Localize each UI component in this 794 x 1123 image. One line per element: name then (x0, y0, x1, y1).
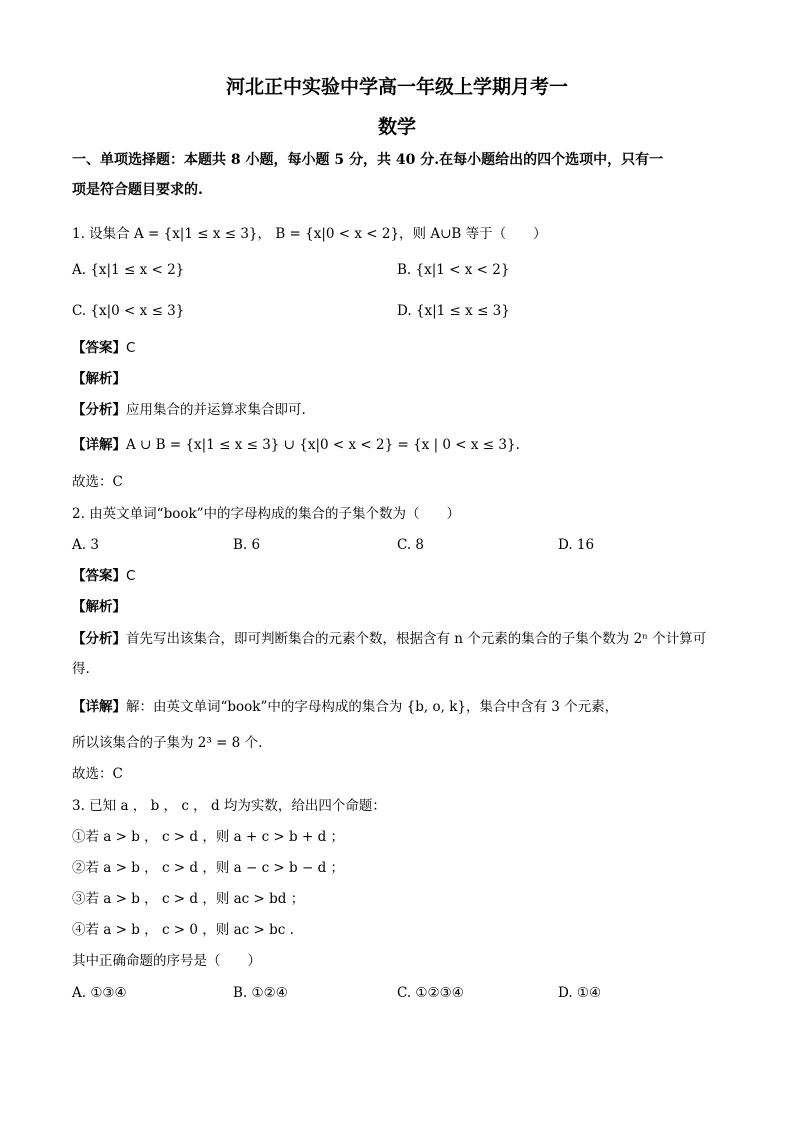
q1-xiangjie-text: A ∪ B = {x|1 ≤ x ≤ 3} ∪ {x|0 < x < 2} = {x | 0 < x ≤ 3}. (126, 437, 520, 453)
section-heading-line2: 项是符合题目要求的. (72, 182, 203, 198)
q1-xiangjie-label: 【详解】 (72, 437, 126, 453)
q3-prop-2: ②若 a > b ， c > d ，则 a − c > b − d ； (72, 860, 345, 876)
q1-answer-value: C (126, 340, 136, 356)
q1-xiangjie-row (72, 435, 520, 455)
q1-choice: 故选：C (72, 474, 123, 490)
q2-answer-label: 【答案】 (72, 568, 126, 584)
q2-option-d: D. 16 (558, 537, 595, 553)
q3-question: 其中正确命题的序号是（ ） (72, 953, 261, 969)
q2-answer-value: C (126, 568, 136, 584)
q2-xiangjie-line2: 所以该集合的子集为 2³ = 8 个. (72, 735, 263, 751)
q2-xiangjie-row (72, 697, 618, 717)
q3-option-c: C. ①②③④ (397, 985, 464, 1001)
q1-analysis-label: 【解析】 (72, 371, 126, 387)
q1-fenxi-text: 应用集合的并运算求集合即可. (126, 402, 306, 418)
q2-option-b: B. 6 (233, 537, 261, 553)
q3-prop-4: ④若 a > b ， c > 0 ，则 ac > bc . (72, 922, 294, 938)
q2-fenxi-label: 【分析】 (72, 631, 126, 647)
q3-prop-3: ③若 a > b ， c > d ，则 ac > bd ； (72, 891, 305, 907)
q3-prop-1: ①若 a > b ， c > d ，则 a + c > b + d ； (72, 829, 345, 845)
q2-fenxi-line2: 得. (72, 661, 90, 677)
q3-option-b: B. ①②④ (233, 985, 288, 1001)
q1-answer-label: 【答案】 (72, 340, 126, 356)
q2-answer-row (72, 566, 135, 586)
q1-fenxi-label: 【分析】 (72, 402, 126, 418)
q1-option-c: C. {x|0 < x ≤ 3} (72, 303, 185, 319)
q2-option-a: A. 3 (72, 537, 99, 553)
q1-option-b: B. {x|1 < x < 2} (397, 262, 510, 278)
q2-option-c: C. 8 (397, 537, 425, 553)
q2-xiangjie-label: 【详解】 (72, 699, 126, 715)
q3-stem: 3. 已知 a ， b ， c ， d 均为实数，给出四个命题： (72, 798, 386, 814)
exam-title: 河北正中实验中学高一年级上学期月考一 (225, 76, 568, 98)
q2-fenxi-row (72, 629, 706, 649)
q2-choice: 故选：C (72, 766, 123, 782)
q2-xiangjie-text: 解：由英文单词“book”中的字母构成的集合为 {b, o, k}，集合中含有 3 个元素， (126, 699, 619, 715)
exam-subject: 数学 (377, 116, 416, 138)
section-heading-line1: 一、单项选择题：本题共 8 小题，每小题 5 分，共 40 分.在每小题给出的四个选项中，只有一 (72, 152, 664, 168)
q1-option-a: A. {x|1 ≤ x < 2} (72, 262, 185, 278)
q2-analysis-label: 【解析】 (72, 599, 126, 615)
q1-option-d: D. {x|1 ≤ x ≤ 3} (397, 303, 510, 319)
q2-fenxi-text: 首先写出该集合，即可判断集合的元素个数，根据含有 n 个元素的集合的子集个数为 2ⁿ 个计算可 (126, 631, 707, 647)
q1-answer-row (72, 338, 135, 358)
q1-fenxi-row (72, 400, 306, 420)
q2-stem: 2. 由英文单词“book”中的字母构成的集合的子集个数为（ ） (72, 506, 461, 522)
q3-option-d: D. ①④ (558, 985, 602, 1001)
q1-stem: 1. 设集合 A = {x|1 ≤ x ≤ 3}， B = {x|0 < x < 2}，则 A∪B 等于（ ） (72, 226, 547, 242)
q3-option-a: A. ①③④ (72, 985, 127, 1001)
